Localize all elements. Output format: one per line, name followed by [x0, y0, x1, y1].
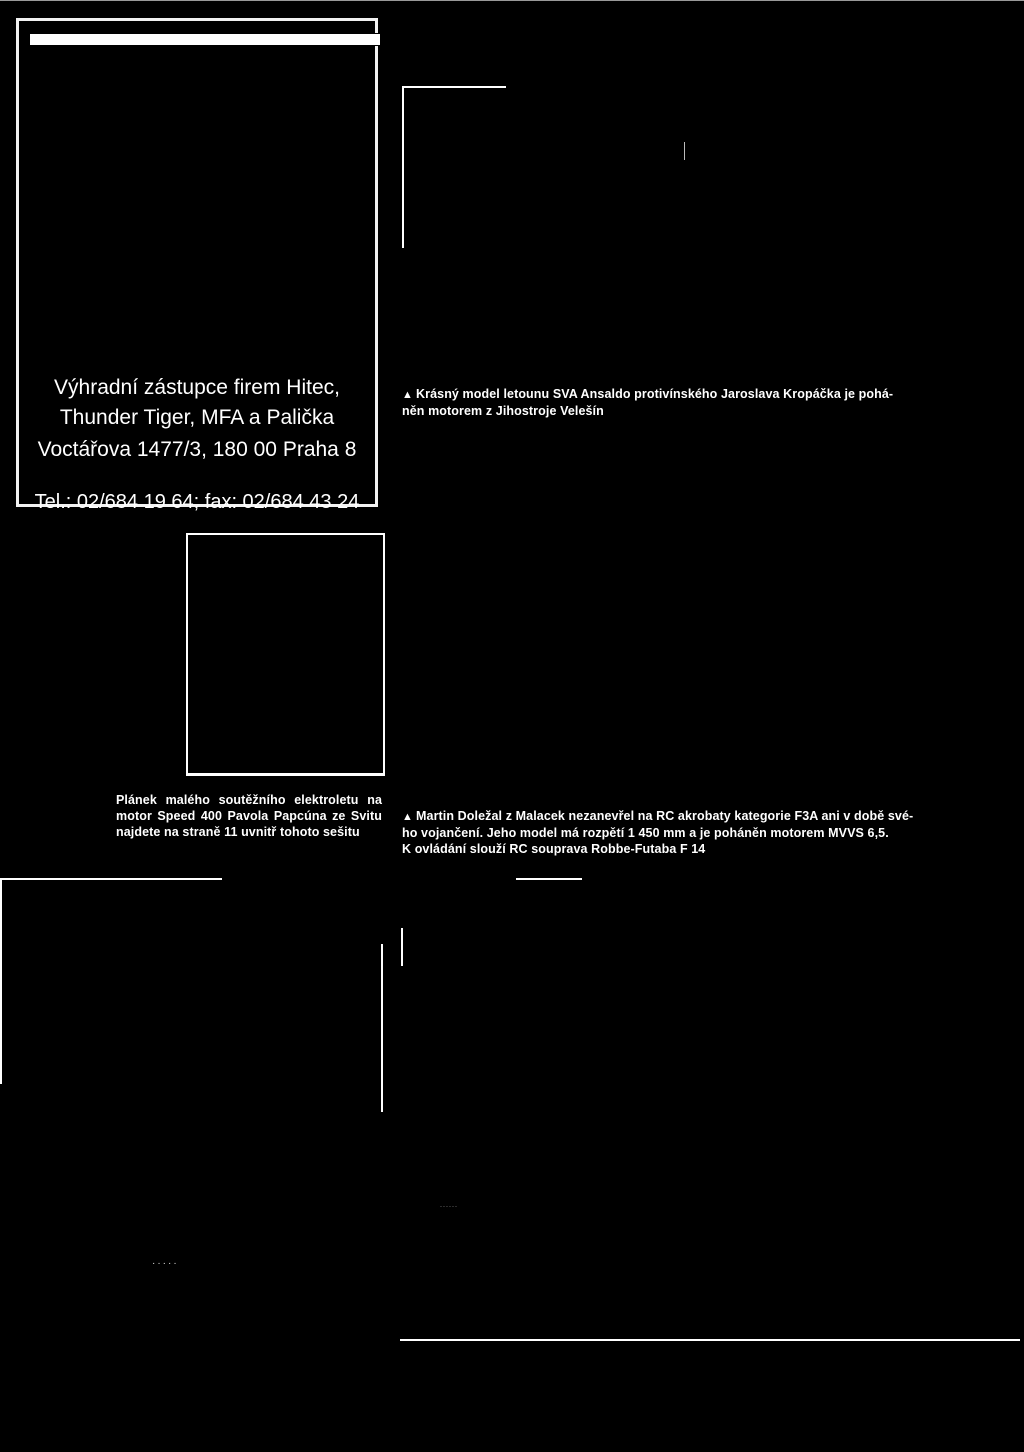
- advertisement-line-1: Výhradní zástupce firem Hitec,: [54, 376, 340, 399]
- photo4-frame-bottom: [400, 1339, 1020, 1341]
- photo2-caption: [402, 808, 962, 857]
- lower-frame-left: [0, 878, 2, 1084]
- photo4-frame-left: [401, 928, 403, 966]
- lower-left-rule: [0, 878, 222, 880]
- photo1-caption: [402, 386, 962, 419]
- advertisement-line-3: Voctářova 1477/3, 180 00 Praha 8: [37, 438, 357, 461]
- scan-artifact-dots: ·····: [152, 1258, 179, 1269]
- photo1-frame-left: [402, 86, 404, 248]
- advertisement-box: [16, 18, 378, 513]
- photo2-caption-line-2: ho vojančení. Jeho model má rozpětí 1 450 mm a je poháněn motorem MVVS 6,5.: [402, 826, 889, 840]
- photo2-caption-line-1: Martin Doležal z Malacek nezanevřel na RC akrobaty kategorie F3A ani v době své-: [416, 809, 914, 823]
- photo3-frame-right: [381, 944, 383, 1112]
- lower-right-rule: [516, 878, 582, 880]
- plan-caption: Plánek malého soutěžního elektroletu na motor Speed 400 Pavola Papcúna ze Svitu najdete na straně 11 uvnitř tohoto sešitu: [116, 793, 382, 839]
- caption-marker-icon: ▲: [402, 389, 413, 401]
- advertisement-line-2: Thunder Tiger, MFA a Palička: [59, 406, 335, 429]
- photo1-speck: [684, 142, 685, 160]
- advertisement-top-bar: [29, 33, 381, 46]
- photo1-caption-line-1: Krásný model letounu SVA Ansaldo protivínského Jaroslava Kropáčka je pohá-: [416, 387, 894, 401]
- page-top-rule: [0, 0, 1024, 1]
- photo2-caption-line-3: K ovládání slouží RC souprava Robbe-Futaba F 14: [402, 842, 706, 856]
- photo1-caption-line-2: něn motorem z Jihostroje Velešín: [402, 404, 604, 418]
- scan-artifact-dots: ······: [440, 1204, 458, 1210]
- plan-image-frame: [186, 533, 385, 776]
- caption-marker-icon: ▲: [402, 811, 413, 823]
- advertisement-line-4: Tel.: 02/684 19 64; fax: 02/684 43 24: [34, 491, 360, 513]
- photo1-frame-top: [402, 86, 506, 88]
